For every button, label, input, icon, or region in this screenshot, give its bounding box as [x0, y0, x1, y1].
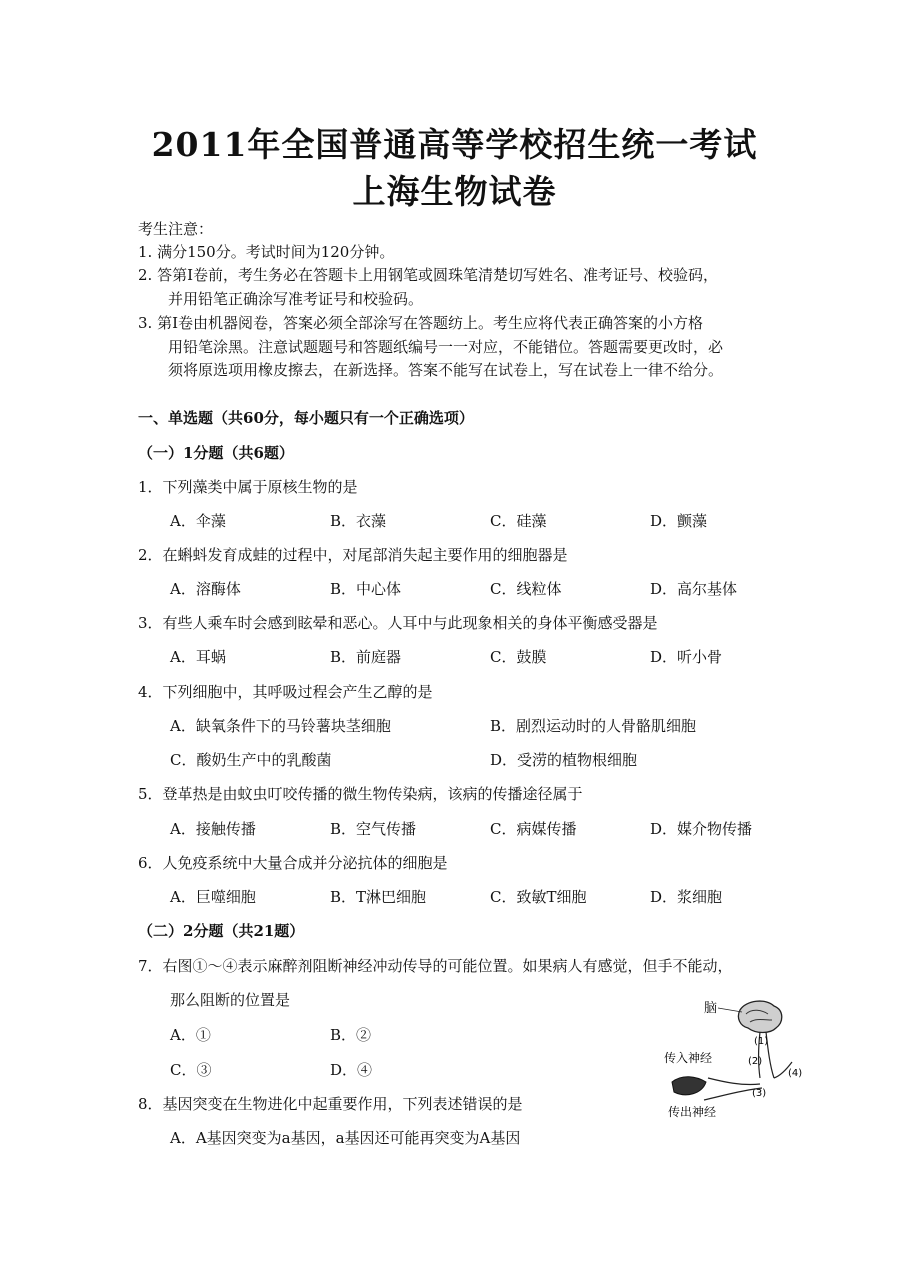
question-5-option-b: B．空气传播: [330, 820, 417, 838]
question-4-option-b: B．剧烈运动时的人骨骼肌细胞: [490, 717, 697, 735]
question-6-option-b: B．T淋巴细胞: [330, 888, 427, 906]
question-6-option-a: A．巨噬细胞: [170, 888, 256, 906]
page-title: 2011年全国普通高等学校招生统一考试: [151, 125, 758, 164]
question-4-option-c: C．酸奶生产中的乳酸菌: [170, 751, 332, 769]
marker-4: (4): [788, 1068, 803, 1079]
label-afferent: 传入神经: [664, 1051, 713, 1065]
question-5-option-a: A．接触传播: [170, 820, 256, 838]
question-2-option-a: A．溶酶体: [170, 580, 241, 598]
question-7-option-c: C．③: [170, 1061, 212, 1079]
question-4-option-d: D．受涝的植物根细胞: [490, 751, 638, 769]
question-5-option-c: C．病媒传播: [490, 820, 577, 838]
marker-2: (2): [748, 1056, 763, 1067]
question-8-option-a: A．A基因突变为a基因，a基因还可能再突变为A基因: [170, 1129, 521, 1147]
question-2-option-c: C．线粒体: [490, 580, 562, 598]
part-heading-2: （二）2分题（共21题）: [138, 922, 305, 940]
effector-shape: [672, 1077, 706, 1095]
question-6-stem: 6．人免疫系统中大量合成并分泌抗体的细胞是: [138, 854, 448, 872]
question-4-stem: 4．下列细胞中，其呼吸过程会产生乙醇的是: [138, 683, 433, 701]
notice-item-3-cont2: 须将原选项用橡皮擦去，在新选择。答案不能写在试卷上，写在试卷上一律不给分。: [168, 361, 724, 379]
notice-item-2-cont: 并用铅笔正确涂写准考证号和校验码。: [168, 290, 424, 308]
question-1-option-a: A．伞藻: [170, 512, 226, 530]
question-3-option-a: A．耳蜗: [170, 648, 226, 666]
question-1-option-b: B．衣藻: [330, 512, 387, 530]
question-7-stem-cont: 那么阻断的位置是: [170, 991, 291, 1009]
question-2-stem: 2．在蝌蚪发育成蛙的过程中，对尾部消失起主要作用的细胞器是: [138, 546, 568, 564]
question-5-stem: 5．登革热是由蚊虫叮咬传播的微生物传染病，该病的传播途径属于: [138, 785, 583, 803]
question-4-option-a: A．缺氧条件下的马铃薯块茎细胞: [170, 717, 391, 735]
afferent-nerve-line: [708, 1078, 760, 1085]
page-subtitle: 上海生物试卷: [352, 172, 557, 211]
question-3-option-d: D．听小骨: [650, 648, 723, 666]
brain-shape: [738, 1001, 781, 1032]
question-3-stem: 3．有些人乘车时会感到眩晕和恶心。人耳中与此现象相关的身体平衡感受器是: [138, 614, 658, 632]
part-heading-1: （一）1分题（共6题）: [138, 444, 294, 462]
notice-heading: 考生注意：: [138, 220, 214, 238]
question-7-option-d: D．④: [330, 1061, 373, 1079]
question-7-option-a: A．①: [170, 1026, 211, 1044]
question-2-option-b: B．中心体: [330, 580, 402, 598]
marker-3: (3): [752, 1088, 767, 1099]
label-efferent: 传出神经: [668, 1105, 717, 1119]
question-1-stem: 1．下列藻类中属于原核生物的是: [138, 478, 358, 496]
notice-item-2: 2. 答第Ⅰ卷前，考生务必在答题卡上用钢笔或圆珠笔清楚切写姓名、准考证号、校验码，: [138, 266, 719, 284]
question-3-option-b: B．前庭器: [330, 648, 402, 666]
marker-1: (1): [754, 1036, 769, 1047]
question-7-stem: 7．右图①～④表示麻醉剂阻断神经冲动传导的可能位置。如果病人有感觉，但手不能动，: [138, 957, 733, 975]
notice-item-3-cont1: 用铅笔涂黑。注意试题题号和答题纸编号一一对应，不能错位。答题需要更改时，必: [168, 338, 724, 356]
question-5-option-d: D．媒介物传播: [650, 820, 753, 838]
notice-item-1: 1. 满分150分。考试时间为120分钟。: [138, 243, 395, 261]
label-brain: 脑: [704, 1001, 718, 1016]
section-heading: 一、单选题（共60分，每小题只有一个正确选项）: [138, 409, 474, 427]
question-6-option-c: C．致敏T细胞: [490, 888, 587, 906]
question-1-option-d: D．颤藻: [650, 512, 708, 530]
question-3-option-c: C．鼓膜: [490, 648, 547, 666]
nerve-pathway-figure: [662, 998, 812, 1120]
question-8-stem: 8．基因突变在生物进化中起重要作用，下列表述错误的是: [138, 1095, 523, 1113]
question-1-option-c: C．硅藻: [490, 512, 547, 530]
question-2-option-d: D．高尔基体: [650, 580, 738, 598]
question-6-option-d: D．浆细胞: [650, 888, 723, 906]
question-7-option-b: B．②: [330, 1026, 372, 1044]
brain-leader-line: [718, 1008, 742, 1012]
notice-item-3: 3. 第Ⅰ卷由机器阅卷，答案必须全部涂写在答题纺上。考生应将代表正确答案的小方格: [138, 314, 704, 332]
